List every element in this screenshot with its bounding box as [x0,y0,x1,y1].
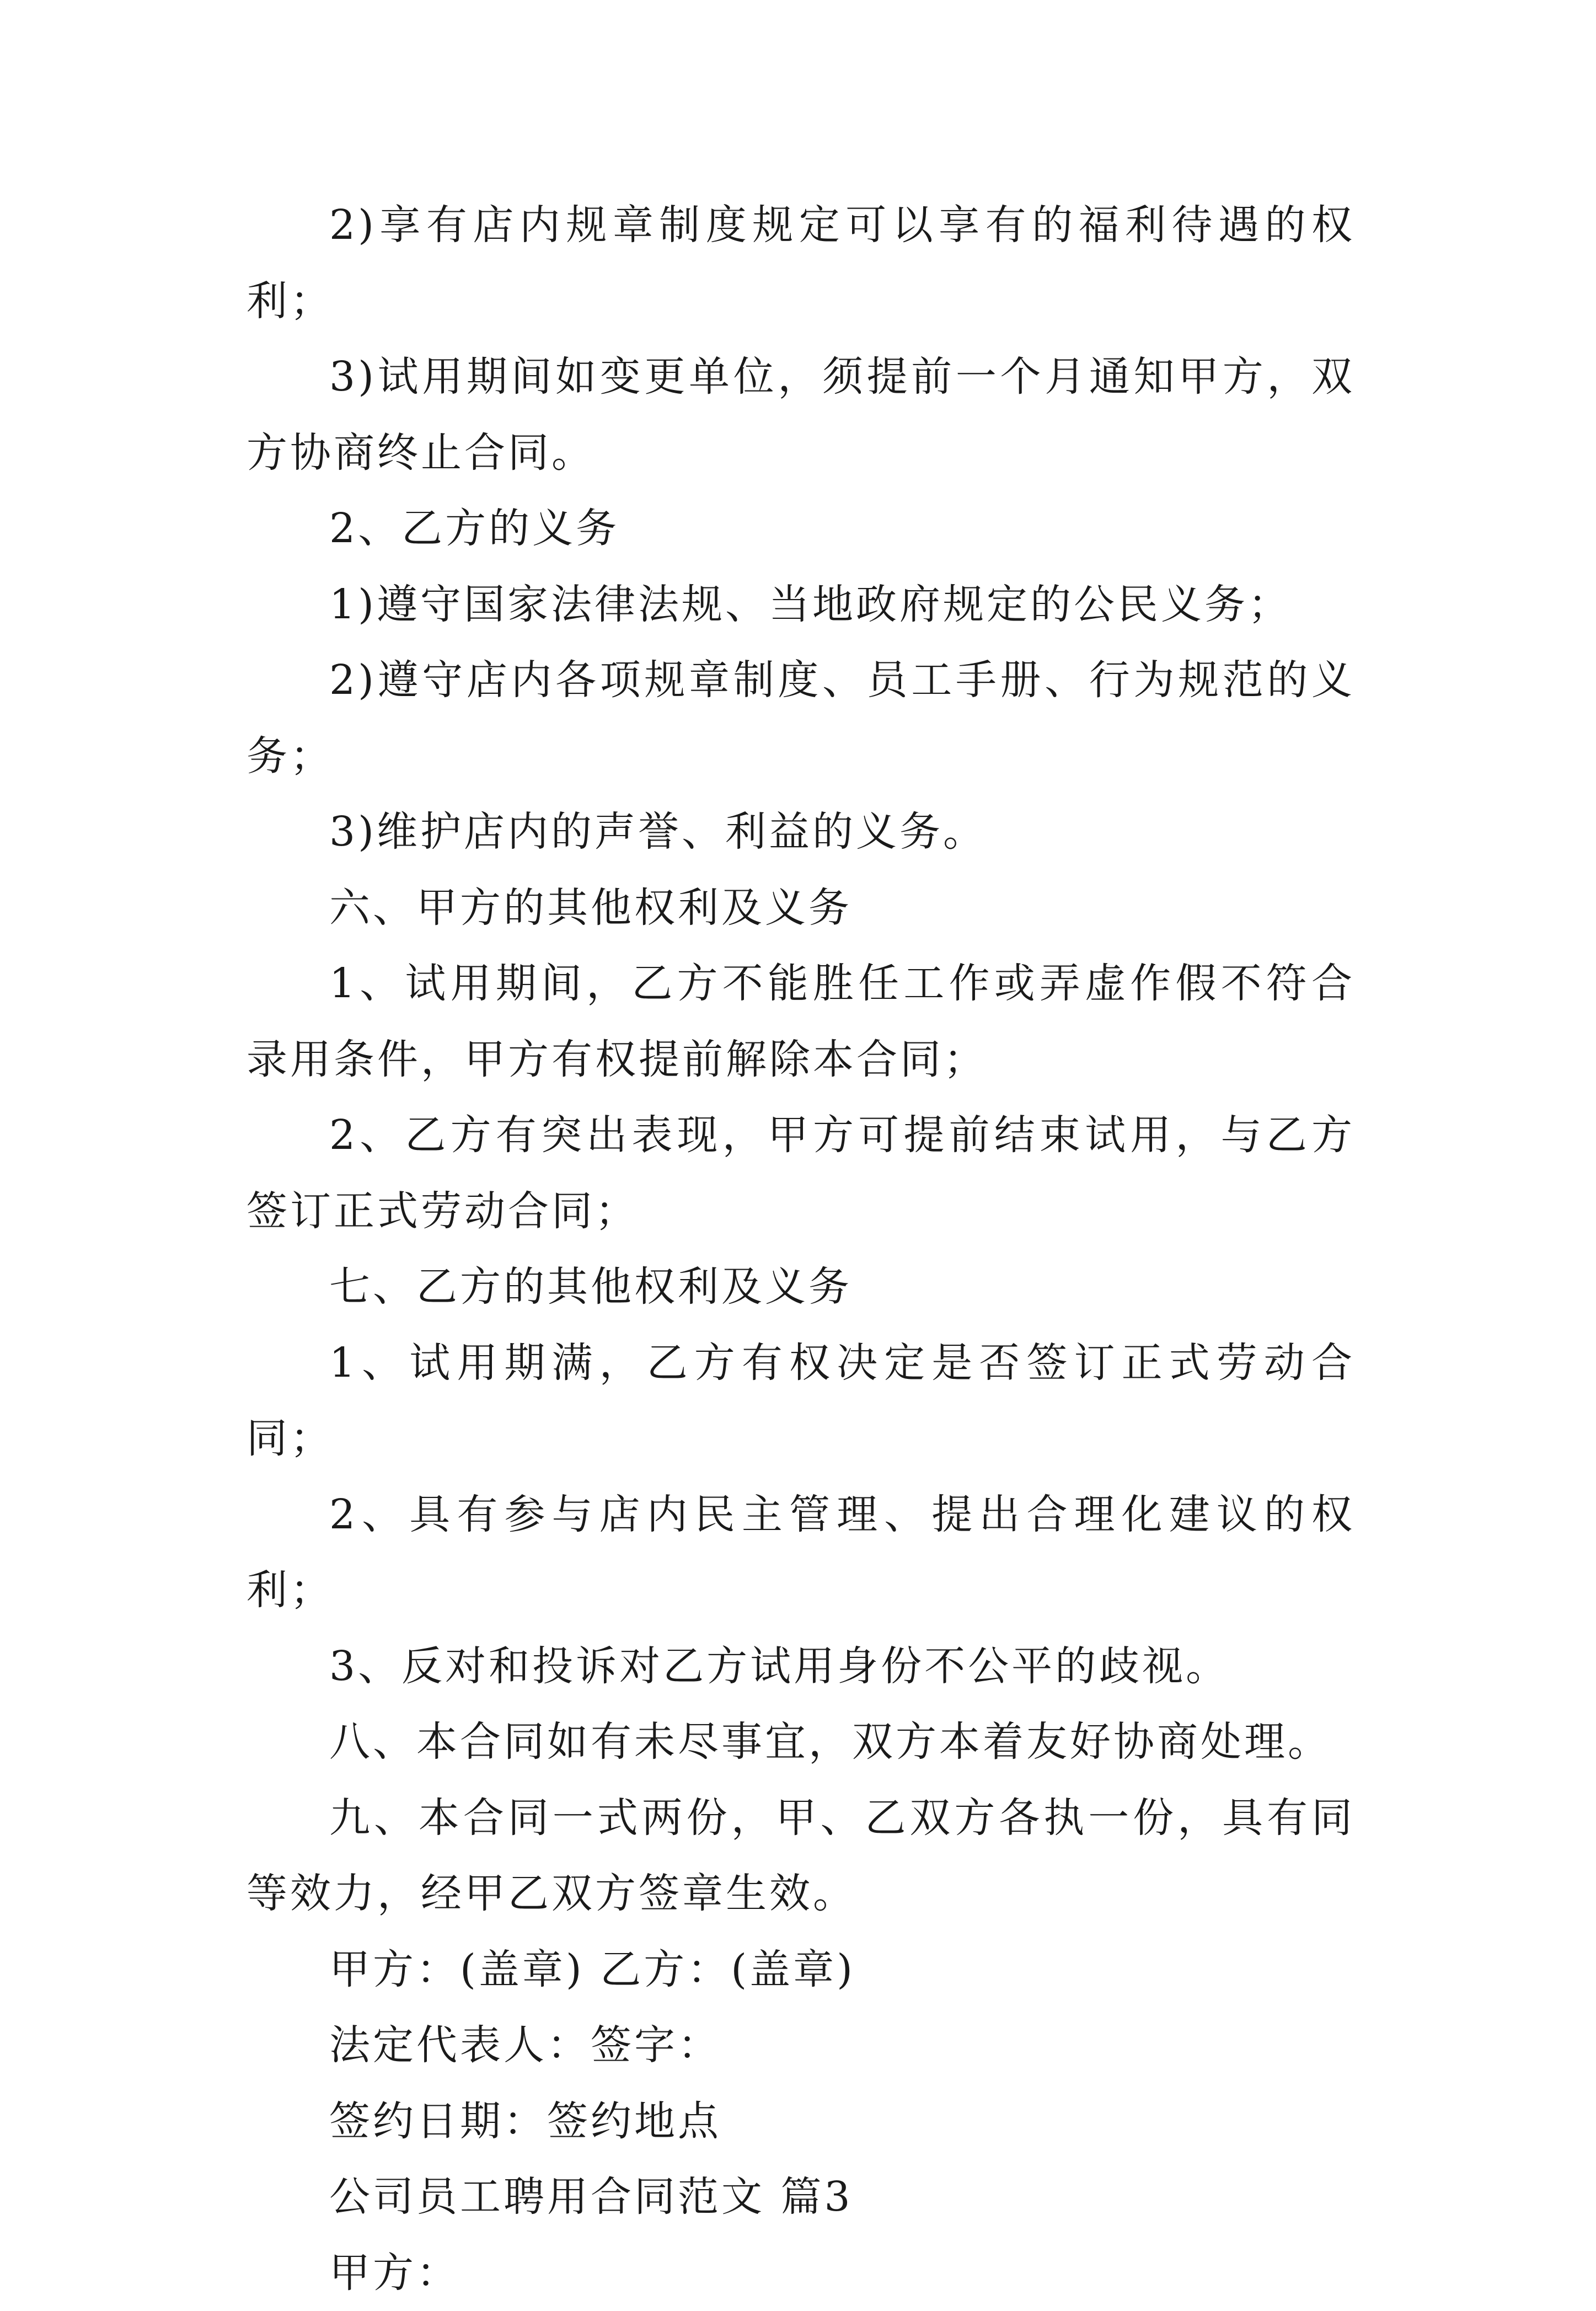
next-article-title: 公司员工聘用合同范文 篇3 [247,2159,1355,2235]
paragraph-obey-rules: 2)遵守店内各项规章制度、员工手册、行为规范的义务； [247,643,1355,794]
paragraph-early-end-trial: 2、乙方有突出表现，甲方可提前结束试用，与乙方签订正式劳动合同； [247,1098,1355,1249]
paragraph-terminate-contract: 1、试用期间，乙方不能胜任工作或弄虚作假不符合录用条件，甲方有权提前解除本合同； [247,946,1355,1098]
paragraph-oppose-discrimination: 3、反对和投诉对乙方试用身份不公平的歧视。 [247,1629,1355,1705]
paragraph-benefits-right: 2)享有店内规章制度规定可以享有的福利待遇的权利； [247,188,1355,339]
signature-representative-line: 法定代表人：签字： [247,2008,1355,2084]
signature-seal-line: 甲方：(盖章) 乙方：(盖章) [247,1932,1355,2008]
paragraph-change-employer: 3)试用期间如变更单位，须提前一个月通知甲方，双方协商终止合同。 [247,339,1355,491]
signature-date-place-line: 签约日期：签约地点 [247,2084,1355,2160]
section-heading-nine: 九、本合同一式两份，甲、乙双方各执一份，具有同等效力，经甲乙双方签章生效。 [247,1780,1355,1932]
section-heading-party-b-obligations: 2、乙方的义务 [247,491,1355,567]
party-a-line: 甲方： [247,2235,1355,2311]
section-heading-seven: 七、乙方的其他权利及义务 [247,1249,1355,1325]
paragraph-maintain-reputation: 3)维护店内的声誉、利益的义务。 [247,794,1355,870]
section-heading-six: 六、甲方的其他权利及义务 [247,870,1355,946]
section-heading-eight: 八、本合同如有未尽事宜，双方本着友好协商处理。 [247,1704,1355,1780]
paragraph-obey-laws: 1)遵守国家法律法规、当地政府规定的公民义务； [247,567,1355,643]
paragraph-decide-contract: 1、试用期满，乙方有权决定是否签订正式劳动合同； [247,1325,1355,1477]
document-body [247,188,1355,2311]
paragraph-participate-management: 2、具有参与店内民主管理、提出合理化建议的权利； [247,1477,1355,1629]
